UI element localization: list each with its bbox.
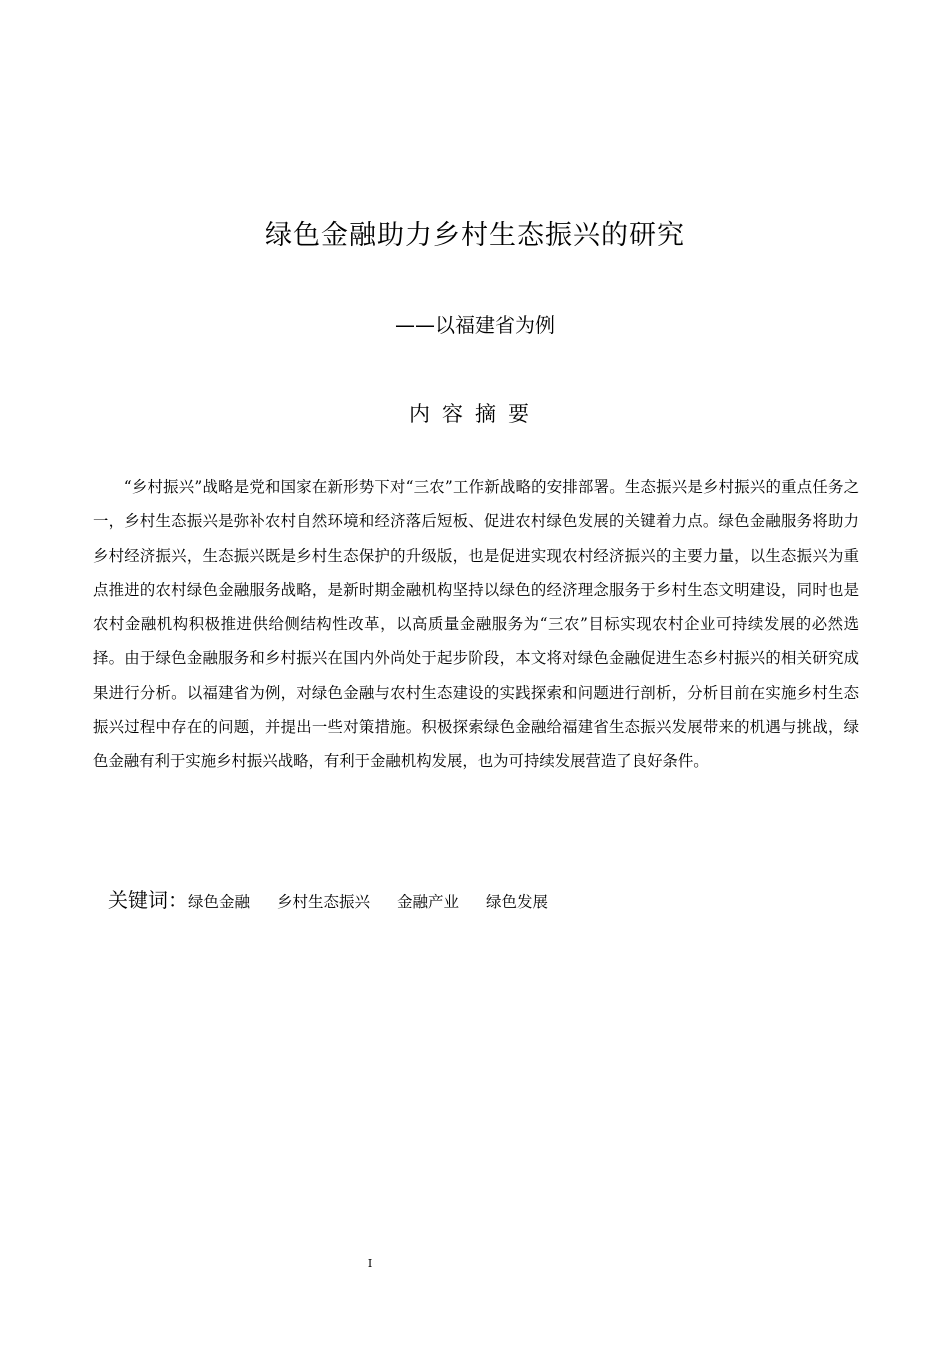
keywords-label: 关键词：: [108, 888, 188, 912]
abstract-body: “乡村振兴”战略是党和国家在新形势下对“三农”工作新战略的安排部署。生态振兴是乡村振兴的重点任务之一，乡村生态振兴是弥补农村自然环境和经济落后短板、促进农村绿色发展的关键着力点。绿色金融服务将助力乡村经济振兴，生态振兴既是乡村生态保护的升级版，也是促进实现农村经济振兴的主要力量，以生态振兴为重点推进的农村绿色金融服务战略，是新时期金融机构坚持以绿色的经济理念服务于乡村生态文明建设，同时也是农村金融机构积极推进供给侧结构性改革，以高质量金融服务为“三农”目标实现农村企业可持续发展的必然选择。由于绿色金融服务和乡村振兴在国内外尚处于起步阶段，本文将对绿色金融促进生态乡村振兴的相关研究成果进行分析。以福建省为例，对绿色金融与农村生态建设的实践探索和问题进行剖析，分析目前在实施乡村生态振兴过程中存在的问题，并提出一些对策措施。积极探索绿色金融给福建省生态振兴发展带来的机遇与挑战，绿色金融有利于实施乡村振兴战略，有利于金融机构发展，也为可持续发展营造了良好条件。: [93, 478, 859, 771]
keyword-item: 乡村生态振兴: [277, 893, 371, 911]
keyword-item: 金融产业: [397, 893, 460, 911]
keywords-line: [108, 884, 575, 913]
abstract-heading: 内容摘要: [409, 402, 541, 426]
keyword-item: 绿色发展: [486, 893, 549, 911]
page-number: I: [367, 1257, 373, 1270]
paper-subtitle: ——以福建省为例: [395, 313, 555, 337]
keyword-item: 绿色金融: [188, 893, 251, 911]
paper-title: 绿色金融助力乡村生态振兴的研究: [265, 220, 685, 251]
